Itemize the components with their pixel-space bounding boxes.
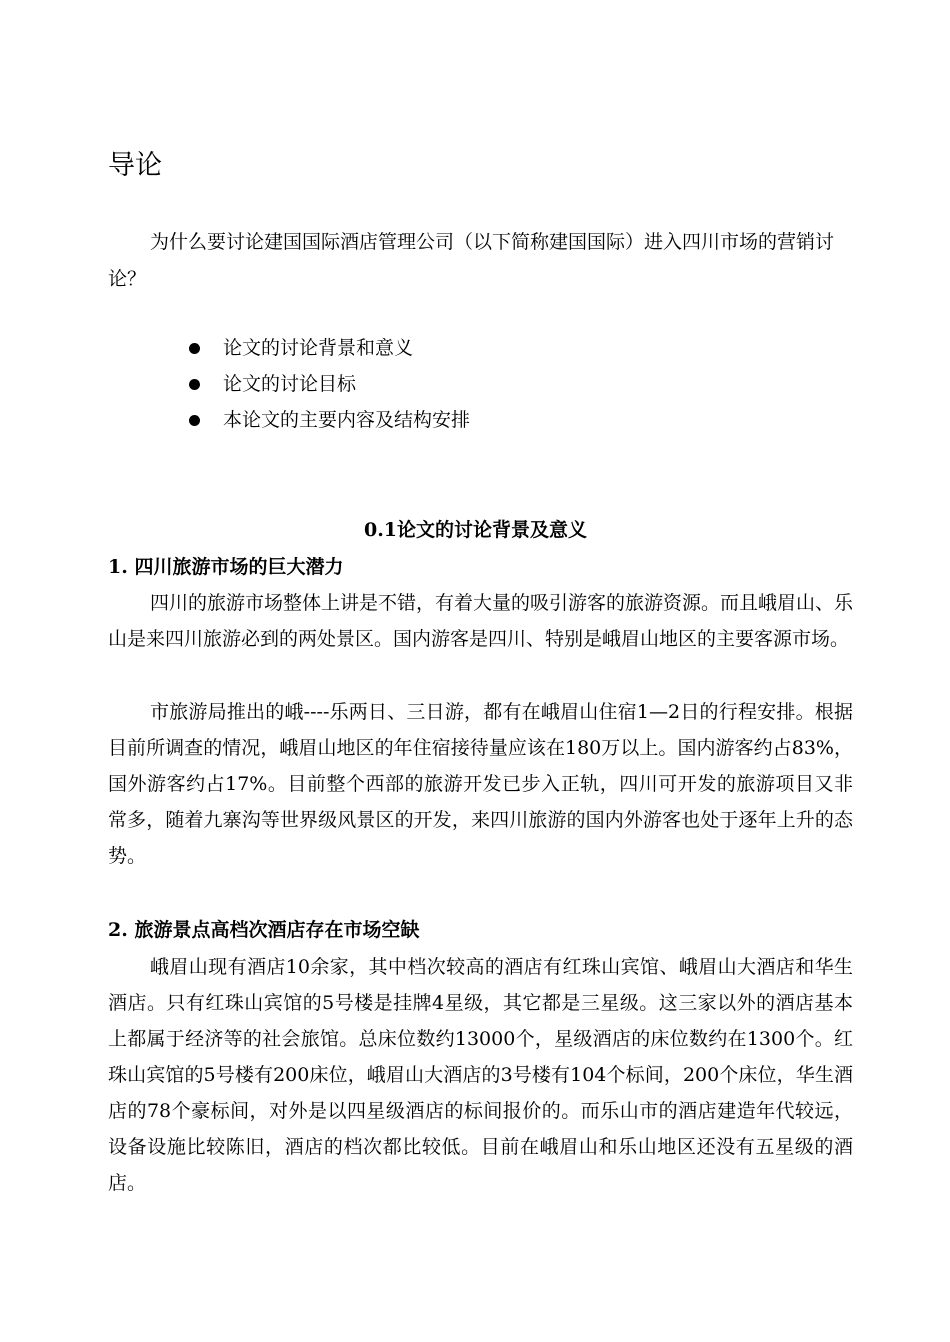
body-paragraph-1: 四川的旅游市场整体上讲是不错，有着大量的吸引游客的旅游资源。而且峨眉山、乐山是来四川旅游必到的两处景区。国内游客是四川、特别是峨眉山地区的主要客源市场。 [108, 592, 854, 650]
list-item [186, 402, 470, 438]
subsection-heading-2: 2. 旅游景点高档次酒店存在市场空缺 [108, 919, 420, 941]
page-title: 导论 [108, 150, 162, 181]
bullet-icon [189, 343, 200, 354]
list-item-label: 论文的讨论目标 [223, 373, 357, 395]
bullet-list [186, 330, 470, 438]
intro-paragraph: 为什么要讨论建国国际酒店管理公司（以下简称建国国际）进入四川市场的营销讨论？ [108, 231, 835, 290]
list-item-label: 论文的讨论背景和意义 [223, 337, 414, 359]
list-item [186, 330, 470, 366]
body-paragraph-2: 市旅游局推出的峨----乐两日、三日游，都有在峨眉山住宿1—2日的行程安排。根据目前所调查的情况，峨眉山地区的年住宿接待量应该在180万以上。国内游客约占83%，国外游客约占17%。目前整个西部的旅游开发已步入正轨，四川可开发的旅游项目又非常多，随着九寨沟等世界级风景区的开发，来四川旅游的国内外游客也处于逐年上升的态势。 [108, 701, 853, 867]
bullet-icon [189, 379, 200, 390]
section-title: 0.1论文的讨论背景及意义 [363, 519, 588, 541]
list-item-label: 本论文的主要内容及结构安排 [223, 409, 471, 431]
subsection-heading-1: 1. 四川旅游市场的巨大潜力 [108, 556, 344, 578]
list-item [186, 366, 470, 402]
body-paragraph-3: 峨眉山现有酒店10余家，其中档次较高的酒店有红珠山宾馆、峨眉山大酒店和华生酒店。只有红珠山宾馆的5号楼是挂牌4星级，其它都是三星级。这三家以外的酒店基本上都属于经济等的社会旅馆。总床位数约13000个，星级酒店的床位数约在1300个。红珠山宾馆的5号楼有200床位，峨眉山大酒店的3号楼有104个标间，200个床位，华生酒店的78个豪标间，对外是以四星级酒店的标间报价的。而乐山市的酒店建造年代较远，设备设施比较陈旧，酒店的档次都比较低。目前在峨眉山和乐山地区还没有五星级的酒店。 [108, 956, 853, 1194]
bullet-icon [189, 415, 200, 426]
